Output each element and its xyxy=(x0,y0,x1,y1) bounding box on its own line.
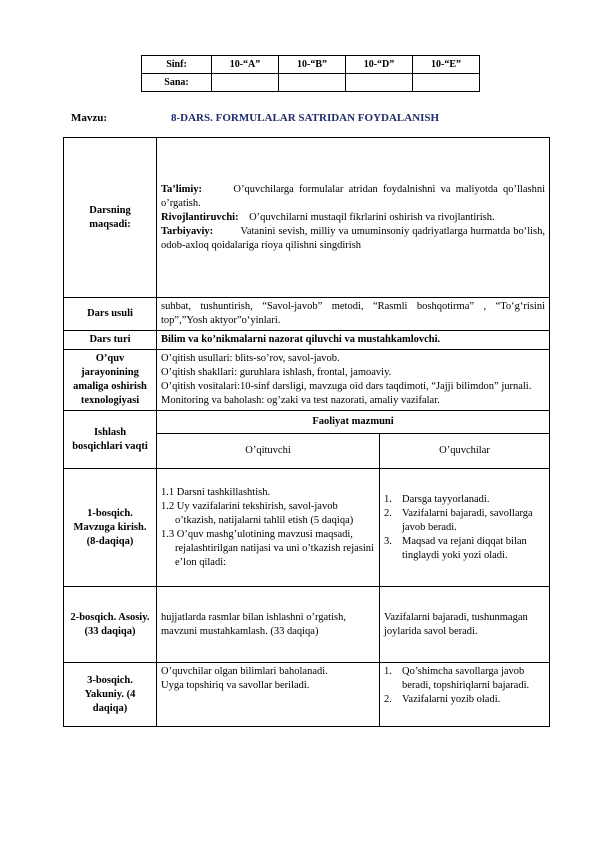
lesson-title: 8-DARS. FORMULALAR SATRIDAN FOYDALANISH xyxy=(171,112,440,124)
usul-label: Dars usuli xyxy=(64,298,157,331)
stage-teacher-cell xyxy=(157,469,380,587)
student-item: 1. Darsga tayyorlanadi. xyxy=(384,493,490,505)
turi-label: Dars turi xyxy=(64,331,157,350)
activity-header-row xyxy=(64,411,550,434)
goal-label: Darsning maqsadi: xyxy=(64,138,157,298)
stage-student-cell xyxy=(380,469,550,587)
teacher-step: 1.2 Uy vazifalarini tekshirish, savol-javob o’tkazish, natijalarni tahlil etish (5 daqiqa) xyxy=(161,500,354,526)
sana-label: Sana: xyxy=(142,74,212,92)
stage-row xyxy=(64,587,550,663)
stage-label: 3-bosqich. Yakuniy. (4 daqiqa) xyxy=(64,663,157,727)
goal-content xyxy=(157,138,550,298)
student-item-text: Qo’shimcha savollarga javob beradi, topshiriqlarni bajaradi. xyxy=(402,666,530,691)
turi-row xyxy=(64,331,550,350)
date-cell-a xyxy=(212,74,279,92)
turi-text: Bilim va ko’nikmalarni nazorat qiluvchi va mustahkamlovchi. xyxy=(157,331,550,350)
texnologiya-content xyxy=(157,350,550,411)
stage-student-cell xyxy=(380,663,550,727)
student-item-text: Maqsad va rejani diqqat bilan tinglaydi yoki yozi oladi. xyxy=(402,535,527,561)
tarbiy-line xyxy=(161,225,545,253)
teacher-line: O’quvchilar olgan bilimlari baholanadi. xyxy=(161,666,328,677)
rivoj-text: O’quvchilarni mustaqil fikrlarini oshirish va rivojlantirish. xyxy=(249,211,495,223)
talimiy-line xyxy=(161,183,545,211)
usul-row xyxy=(64,298,550,331)
class-date-table xyxy=(141,55,480,92)
student-item-text: Darsga tayyorlanadi. xyxy=(402,493,490,505)
date-cell-e xyxy=(413,74,480,92)
date-cell-d xyxy=(346,74,413,92)
goal-row xyxy=(64,138,550,298)
student-column-label: O’quvchilar xyxy=(380,434,550,469)
texnologiya-line: Monitoring va baholash: og’zaki va test nazorati, amaliy vazifalar. xyxy=(161,395,440,406)
texnologiya-row xyxy=(64,350,550,411)
stage-row xyxy=(64,663,550,727)
stage-teacher-cell xyxy=(157,663,380,727)
talimiy-text: O’quvchilarga formulalar atridan foydalnishni va maliyotda qo’llashni o’rgatish. xyxy=(161,183,546,209)
content-column-label: Faoliyat mazmuni xyxy=(157,411,550,434)
class-e: 10-“E” xyxy=(413,56,480,74)
class-b: 10-“B” xyxy=(279,56,346,74)
teacher-line: Uyga topshiriq va savollar beriladi. xyxy=(161,680,310,691)
rivoj-label: Rivojlantiruvchi: xyxy=(161,211,239,223)
texnologiya-line: O’qitish usullari: blits-so’rov, savol-javob. xyxy=(161,353,340,364)
class-d: 10-“D” xyxy=(346,56,413,74)
talimiy-label: Ta’limiy: xyxy=(161,183,203,195)
student-item: 2. Vazifalarni yozib oladi. xyxy=(384,694,501,705)
stage-row xyxy=(64,469,550,587)
teacher-step: 1.1 Darsni tashkillashtish. xyxy=(161,486,271,498)
stage-teacher-cell: hujjatlarda rasmlar bilan ishlashni o’rgatish, mavzuni mustahkamlash. (33 daqiqa) xyxy=(157,587,380,663)
student-item: 2. Vazifalarni bajaradi, savollarga javob beradi. xyxy=(384,507,545,535)
texnologiya-line: O’qitish vositalari:10-sinf darsligi, mavzuga oid dars taqdimoti, “Jajji bilimdon” jurnali. xyxy=(161,381,532,392)
teacher-step: 1.3 O’quv mashg’ulotining mavzusi maqsadi, rejalashtirilgan natijasi va uni o’tkazish rejasini e’lon qiladi: xyxy=(161,528,374,568)
stage-column-label: Ishlash bosqichlari vaqti xyxy=(64,411,157,469)
student-item-text: Vazifalarni bajaradi, savollarga javob beradi. xyxy=(402,507,533,533)
texnologiya-label: O’quv jarayonining amaliga oshirish texnologiyasi xyxy=(64,350,157,411)
stage-label: 1-bosqich. Mavzuga kirish. (8-daqiqa) xyxy=(64,469,157,587)
sinf-label: Sinf: xyxy=(142,56,212,74)
date-cell-b xyxy=(279,74,346,92)
mavzu-label: Mavzu: xyxy=(71,112,108,124)
lesson-plan-table xyxy=(63,137,550,727)
student-item: 1. Qo’shimcha savollarga javob beradi, topshiriqlarni bajaradi. xyxy=(384,665,545,693)
stage-student-cell: Vazifalarni bajaradi, tushunmagan joylarida savol beradi. xyxy=(380,587,550,663)
student-item-text: Vazifalarni yozib oladi. xyxy=(402,694,501,705)
rivoj-line xyxy=(161,211,545,225)
tarbiy-label: Tarbiyaviy: xyxy=(161,225,214,237)
tarbiy-text: Vatanini sevish, milliy va umuminsoniy qadriyatlarga hurmatda bo‘lish, odob-axloq qoidalariga rioya qilishni singdirish xyxy=(161,225,546,251)
texnologiya-line: O’qitish shakllari: guruhlara ishlash, frontal, jamoaviy. xyxy=(161,367,392,378)
teacher-column-label: O’qituvchi xyxy=(157,434,380,469)
class-a: 10-“A” xyxy=(212,56,279,74)
student-item: 3. Maqsad va rejani diqqat bilan tinglaydi yoki yozi oladi. xyxy=(384,535,545,563)
stage-label: 2-bosqich. Asosiy. (33 daqiqa) xyxy=(64,587,157,663)
usul-text: suhbat, tushuntirish, “Savol-javob” metodi, “Rasmli boshqotirma” , “To‘g‘risini top”,”Yosh aktyor”o‘yinlari. xyxy=(157,298,550,331)
